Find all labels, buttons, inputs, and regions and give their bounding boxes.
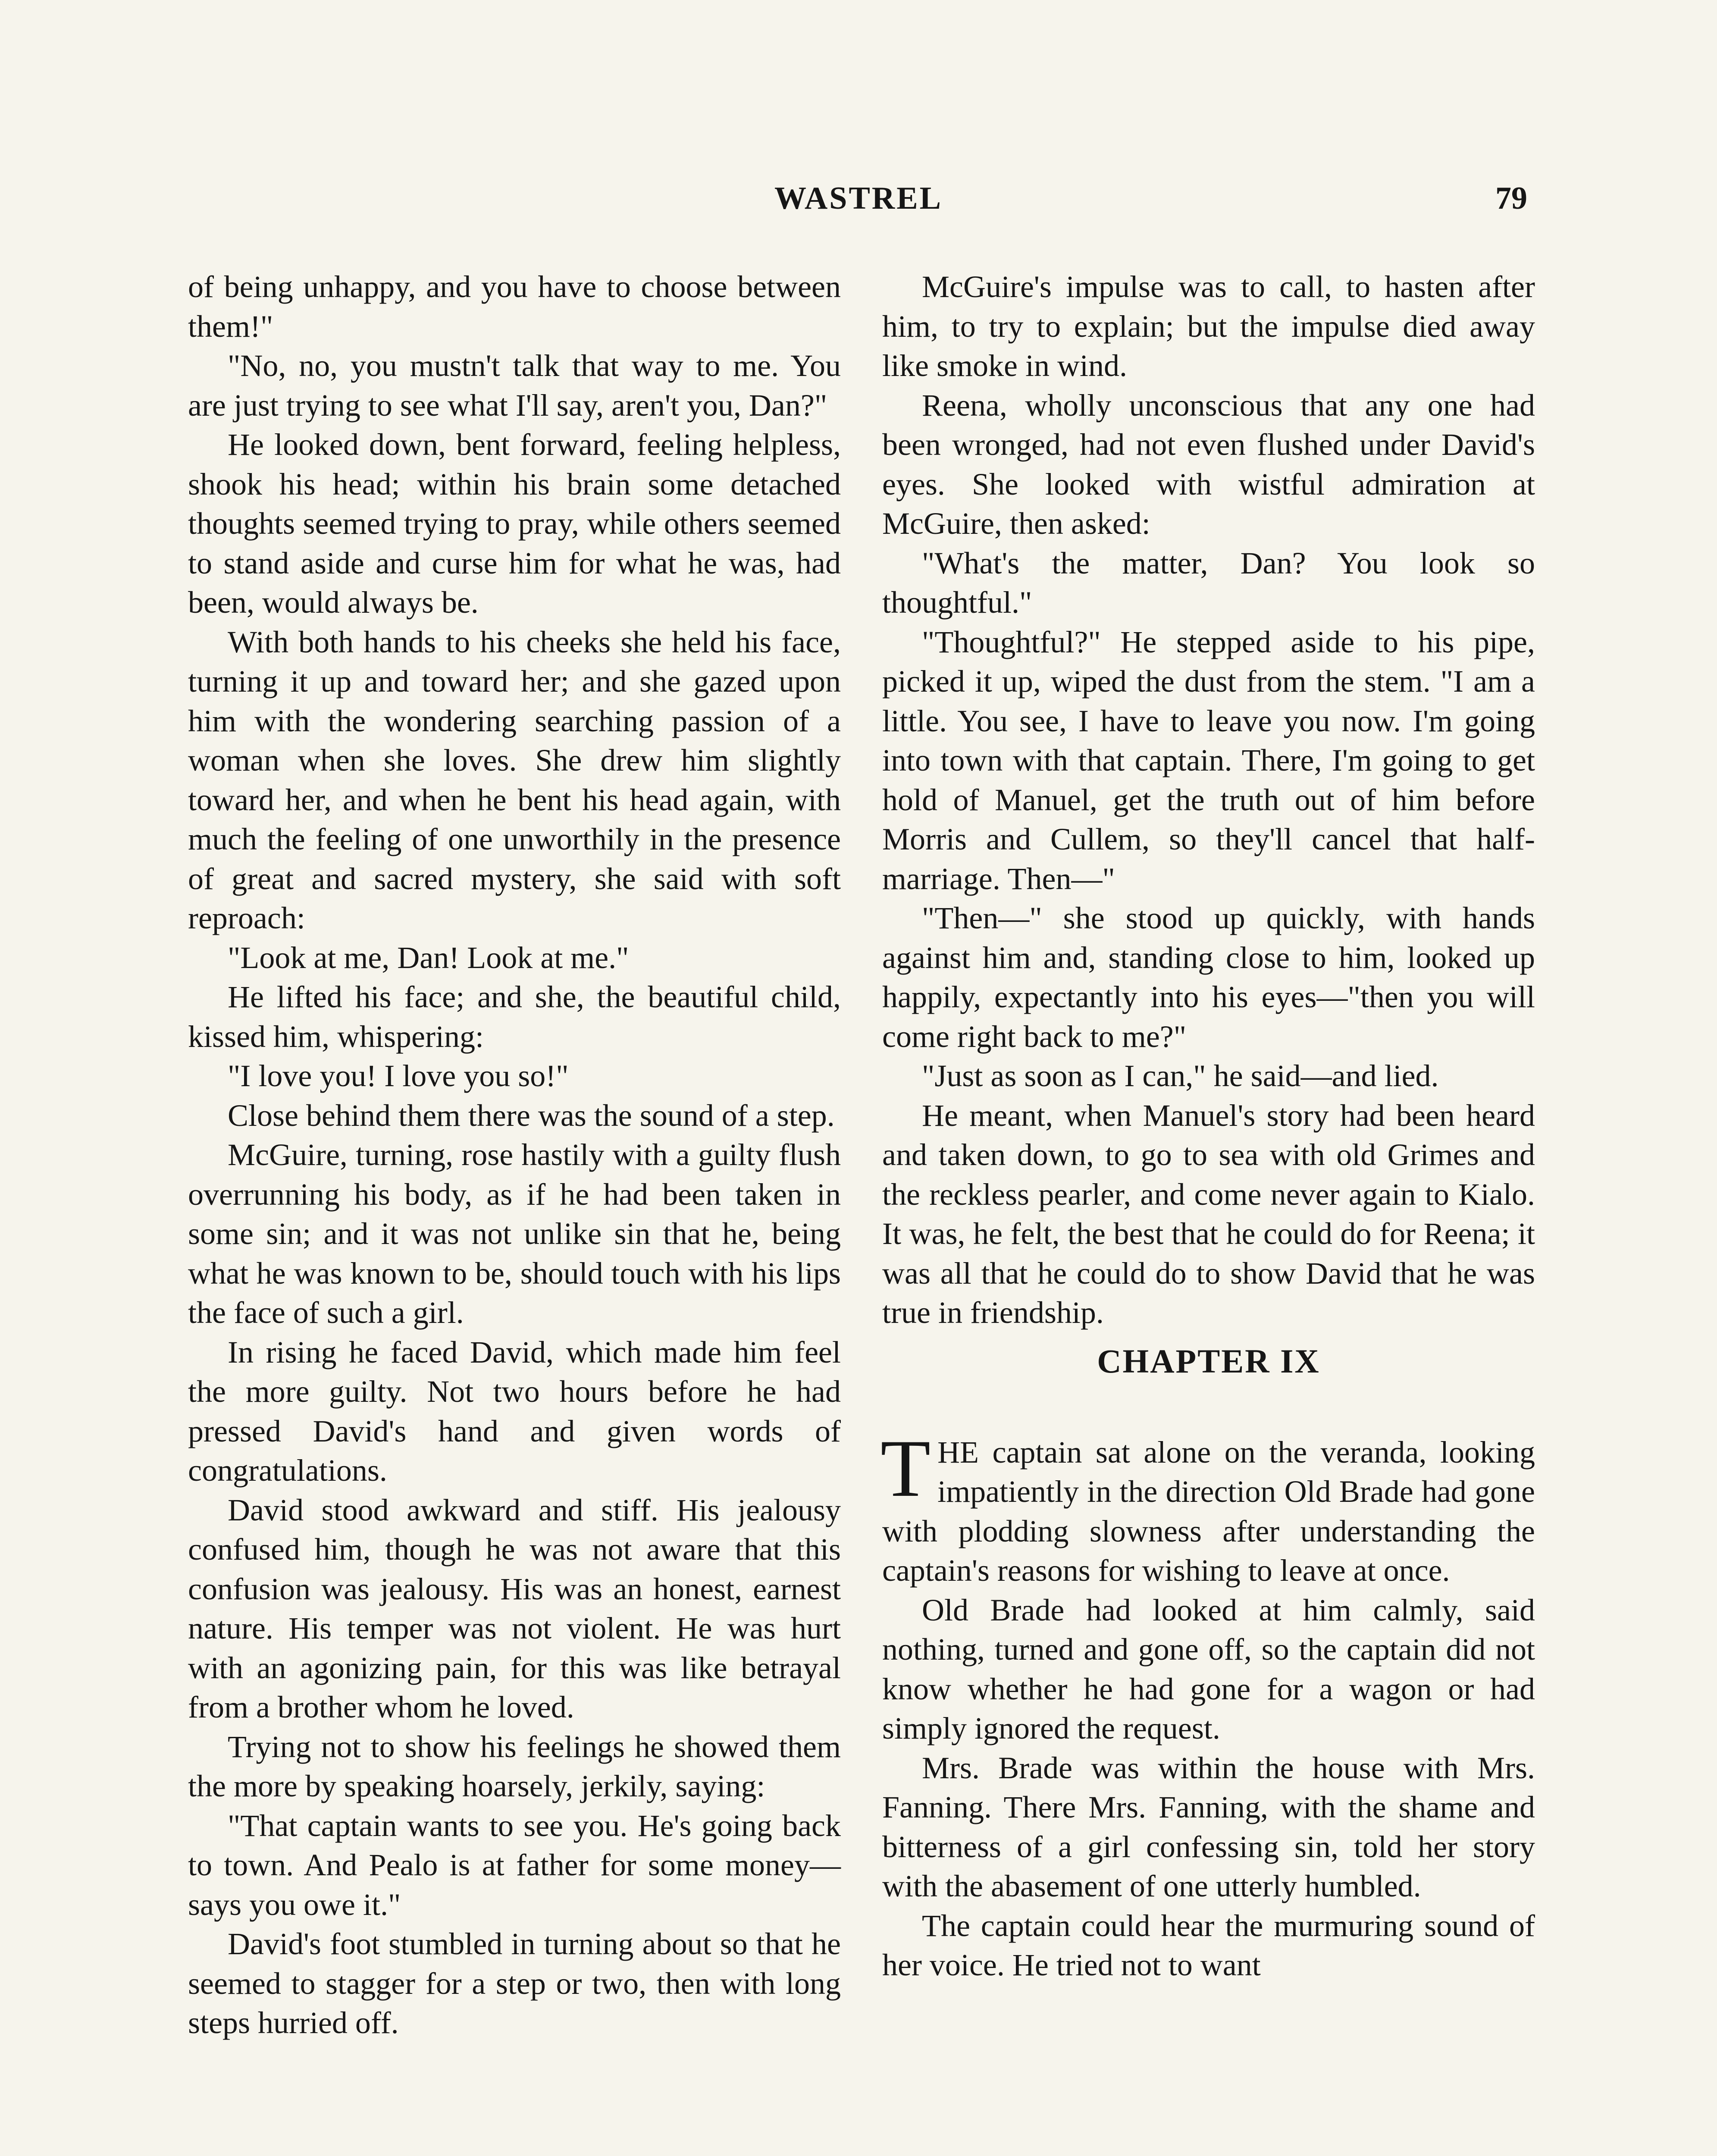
running-title: WASTREL [774,181,943,216]
chapter-heading: CHAPTER IX [1097,1342,1320,1380]
paragraph: Close behind them there was the sound of a step. [228,1098,835,1133]
paragraph: David's foot stumbled in turning about so that he seemed to stagger for a step or two, then with long steps hurried off. [188,1927,841,2040]
paragraph: "What's the matter, Dan? You look so thoughtful." [882,545,1535,620]
paragraph: "Thoughtful?" He stepped aside to his pipe, picked it up, wiped the dust from the stem. "I am a little. You see, I have to leave you now. I'm going into town with that captain. There, I'm going to get hold of Manuel, get the truth out of him before Morris and Cullem, so they'll cancel that half-marriage. Then—" [882,624,1535,896]
paragraph: "That captain wants to see you. He's going back to town. And Pealo is at father for some money—says you owe it." [188,1808,841,1922]
paragraph: of being unhappy, and you have to choose between them!" [188,270,841,344]
paragraph: "Then—" she stood up quickly, with hands against him and, standing close to him, looked up happily, expectantly into his eyes—"then you will come right back to me?" [882,901,1535,1054]
paragraph: "Just as soon as I can," he said—and lied. [922,1059,1439,1093]
drop-cap: T [880,1423,931,1514]
paragraph: He looked down, bent forward, feeling helpless, shook his head; within his brain some detached thoughts seemed trying to pray, while others seemed to stand aside and curse him for what he was, had been, would always be. [188,427,841,620]
right-column [882,267,1535,1985]
paragraph: Reena, wholly unconscious that any one had been wronged, had not even flushed under David's eyes. She looked with wistful admiration at McGuire, then asked: [882,388,1535,541]
paragraph: "No, no, you mustn't talk that way to me. You are just trying to see what I'll say, aren't you, Dan?" [188,348,841,423]
paragraph: With both hands to his cheeks she held his face, turning it up and toward her; and she gazed upon him with the wondering searching passion of a woman when she loves. She drew him slightly toward her, and when he bent his head again, with much the feeling of one unworthily in the presence of great and sacred mystery, she said with soft reproach: [188,624,841,935]
paragraph: He lifted his face; and she, the beautiful child, kissed him, whispering: [188,980,841,1054]
paragraph: Trying not to show his feelings he showed them the more by speaking hoarsely, jerkily, saying: [188,1729,841,1803]
left-column [188,267,841,2043]
paragraph: McGuire, turning, rose hastily with a guilty flush overrunning his body, as if he had been taken in some sin; and it was not unlike sin that he, being what he was known to be, should touch with his lips the face of such a girl. [188,1138,841,1330]
paragraph: "Look at me, Dan! Look at me." [228,940,629,975]
page-header [190,180,1527,228]
paragraph: Old Brade had looked at him calmly, said nothing, turned and gone off, so the captain did not know whether he had gone for a wagon or had simply ignored the request. [882,1592,1535,1745]
page-number: 79 [1495,181,1527,216]
paragraph: He meant, when Manuel's story had been heard and taken down, to go to sea with old Grimes and the reckless pearler, and come never again to Kialo. It was, he felt, the best that he could do for Reena; it was all that he could do to show David that he was true in friendship. [882,1098,1535,1330]
chapter-opening-paragraph [880,1423,1535,1591]
paragraph: David stood awkward and stiff. His jealousy confused him, though he was not aware that this confusion was jealousy. His was an honest, earnest nature. His temper was not violent. He was hurt with an agonizing pain, for this was like betrayal from a brother whom he loved. [188,1492,841,1724]
paragraph: The captain could hear the murmuring sound of her voice. He tried not to want [882,1908,1535,1982]
paragraph: Mrs. Brade was within the house with Mrs. Fanning. There Mrs. Fanning, with the shame and bitterness of a girl confessing sin, told her story with the abasement of one utterly humbled. [882,1750,1535,1903]
paragraph: In rising he faced David, which made him feel the more guilty. Not two hours before he had pressed David's hand and given words of congratulations. [188,1335,841,1488]
chapter-opening-text: HE captain sat alone on the veranda, looking impatiently in the direction Old Brade had gone with plodding slowness after understanding the captain's reasons for wishing to leave at once. [882,1435,1535,1588]
paragraph: "I love you! I love you so!" [228,1059,569,1093]
paragraph: McGuire's impulse was to call, to hasten after him, to try to explain; but the impulse died away like smoke in wind. [882,270,1535,383]
